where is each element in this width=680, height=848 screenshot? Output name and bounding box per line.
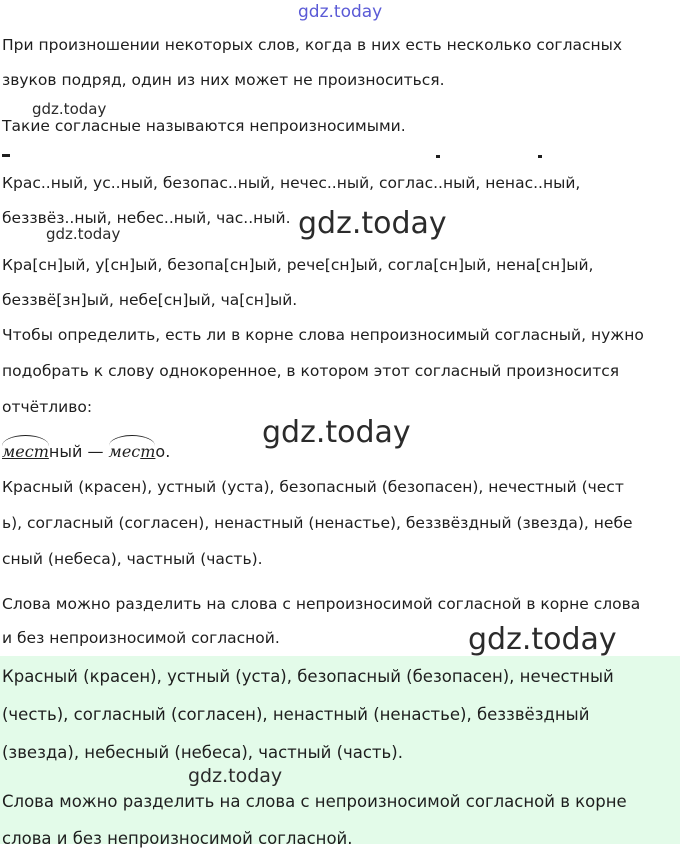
watermark-small-1: gdz.today bbox=[32, 100, 107, 118]
watermark-small-3: gdz.today bbox=[188, 765, 283, 787]
solution-line-1: Красный (красен), устный (уста), безопасный (безопасен), нечестный (чест bbox=[2, 478, 624, 496]
root-arc-2: мест bbox=[108, 442, 156, 461]
watermark-top: gdz.today bbox=[298, 2, 383, 22]
watermark-small-2: gdz.today bbox=[46, 225, 121, 243]
example-ending: о. bbox=[155, 442, 171, 461]
rule-line-2: подобрать к слову однокоренное, в котором этот согласный произносится bbox=[2, 362, 620, 380]
answer-line-4: Слова можно разделить на слова с непроизносимой согласной в корне bbox=[2, 792, 627, 811]
answer-line-1: Красный (красен), устный (уста), безопасный (безопасен), нечестный bbox=[2, 667, 614, 686]
exercise-line-2: беззвёз..ный, небес..ный, час..ный. bbox=[2, 209, 291, 227]
example-suffix: ный bbox=[48, 442, 83, 461]
example-highlight: т bbox=[140, 442, 156, 461]
clipped-text-row bbox=[0, 150, 680, 160]
theory-line-2: звуков подряд, один из них может не произноситься. bbox=[2, 71, 445, 89]
filled-line-1: Кра[сн]ый, у[сн]ый, безопа[сн]ый, рече[сн]ый, согла[сн]ый, нена[сн]ый, bbox=[2, 256, 594, 274]
watermark-large-2: gdz.today bbox=[262, 415, 411, 450]
watermark-large-1: gdz.today bbox=[298, 206, 447, 241]
watermark-large-3: gdz.today bbox=[468, 622, 617, 657]
answer-line-2: (честь), согласный (согласен), ненастный (ненастье), беззвёздный bbox=[2, 705, 590, 724]
example-dash: — bbox=[82, 442, 109, 461]
solution-line-3: сный (небеса), частный (часть). bbox=[2, 550, 263, 568]
conclusion-line-1: Слова можно разделить на слова с непроизносимой согласной в корне слова bbox=[2, 595, 641, 613]
rule-line-1: Чтобы определить, есть ли в корне слова непроизносимый согласный, нужно bbox=[2, 326, 644, 344]
answer-line-5: слова и без непроизносимой согласной. bbox=[2, 829, 353, 848]
exercise-line-1: Крас..ный, ус..ный, безопас..ный, нечес..ный, соглас..ный, ненас..ный, bbox=[2, 174, 581, 192]
theory-definition: Такие согласные называются непроизносимыми. bbox=[2, 117, 406, 135]
root-arc-1: мест bbox=[2, 442, 49, 461]
answer-line-3: (звезда), небесный (небеса), частный (часть). bbox=[2, 743, 403, 762]
solution-line-2: ь), согласный (согласен), ненастный (ненастье), беззвёздный (звезда), небе bbox=[2, 514, 633, 532]
filled-line-2: беззвё[зн]ый, небе[сн]ый, ча[сн]ый. bbox=[2, 291, 298, 309]
conclusion-line-2: и без непроизносимой согласной. bbox=[2, 629, 280, 647]
rule-line-3: отчётливо: bbox=[2, 398, 93, 416]
theory-line-1: При произношении некоторых слов, когда в них есть несколько согласных bbox=[2, 36, 623, 54]
root-example bbox=[2, 442, 170, 461]
